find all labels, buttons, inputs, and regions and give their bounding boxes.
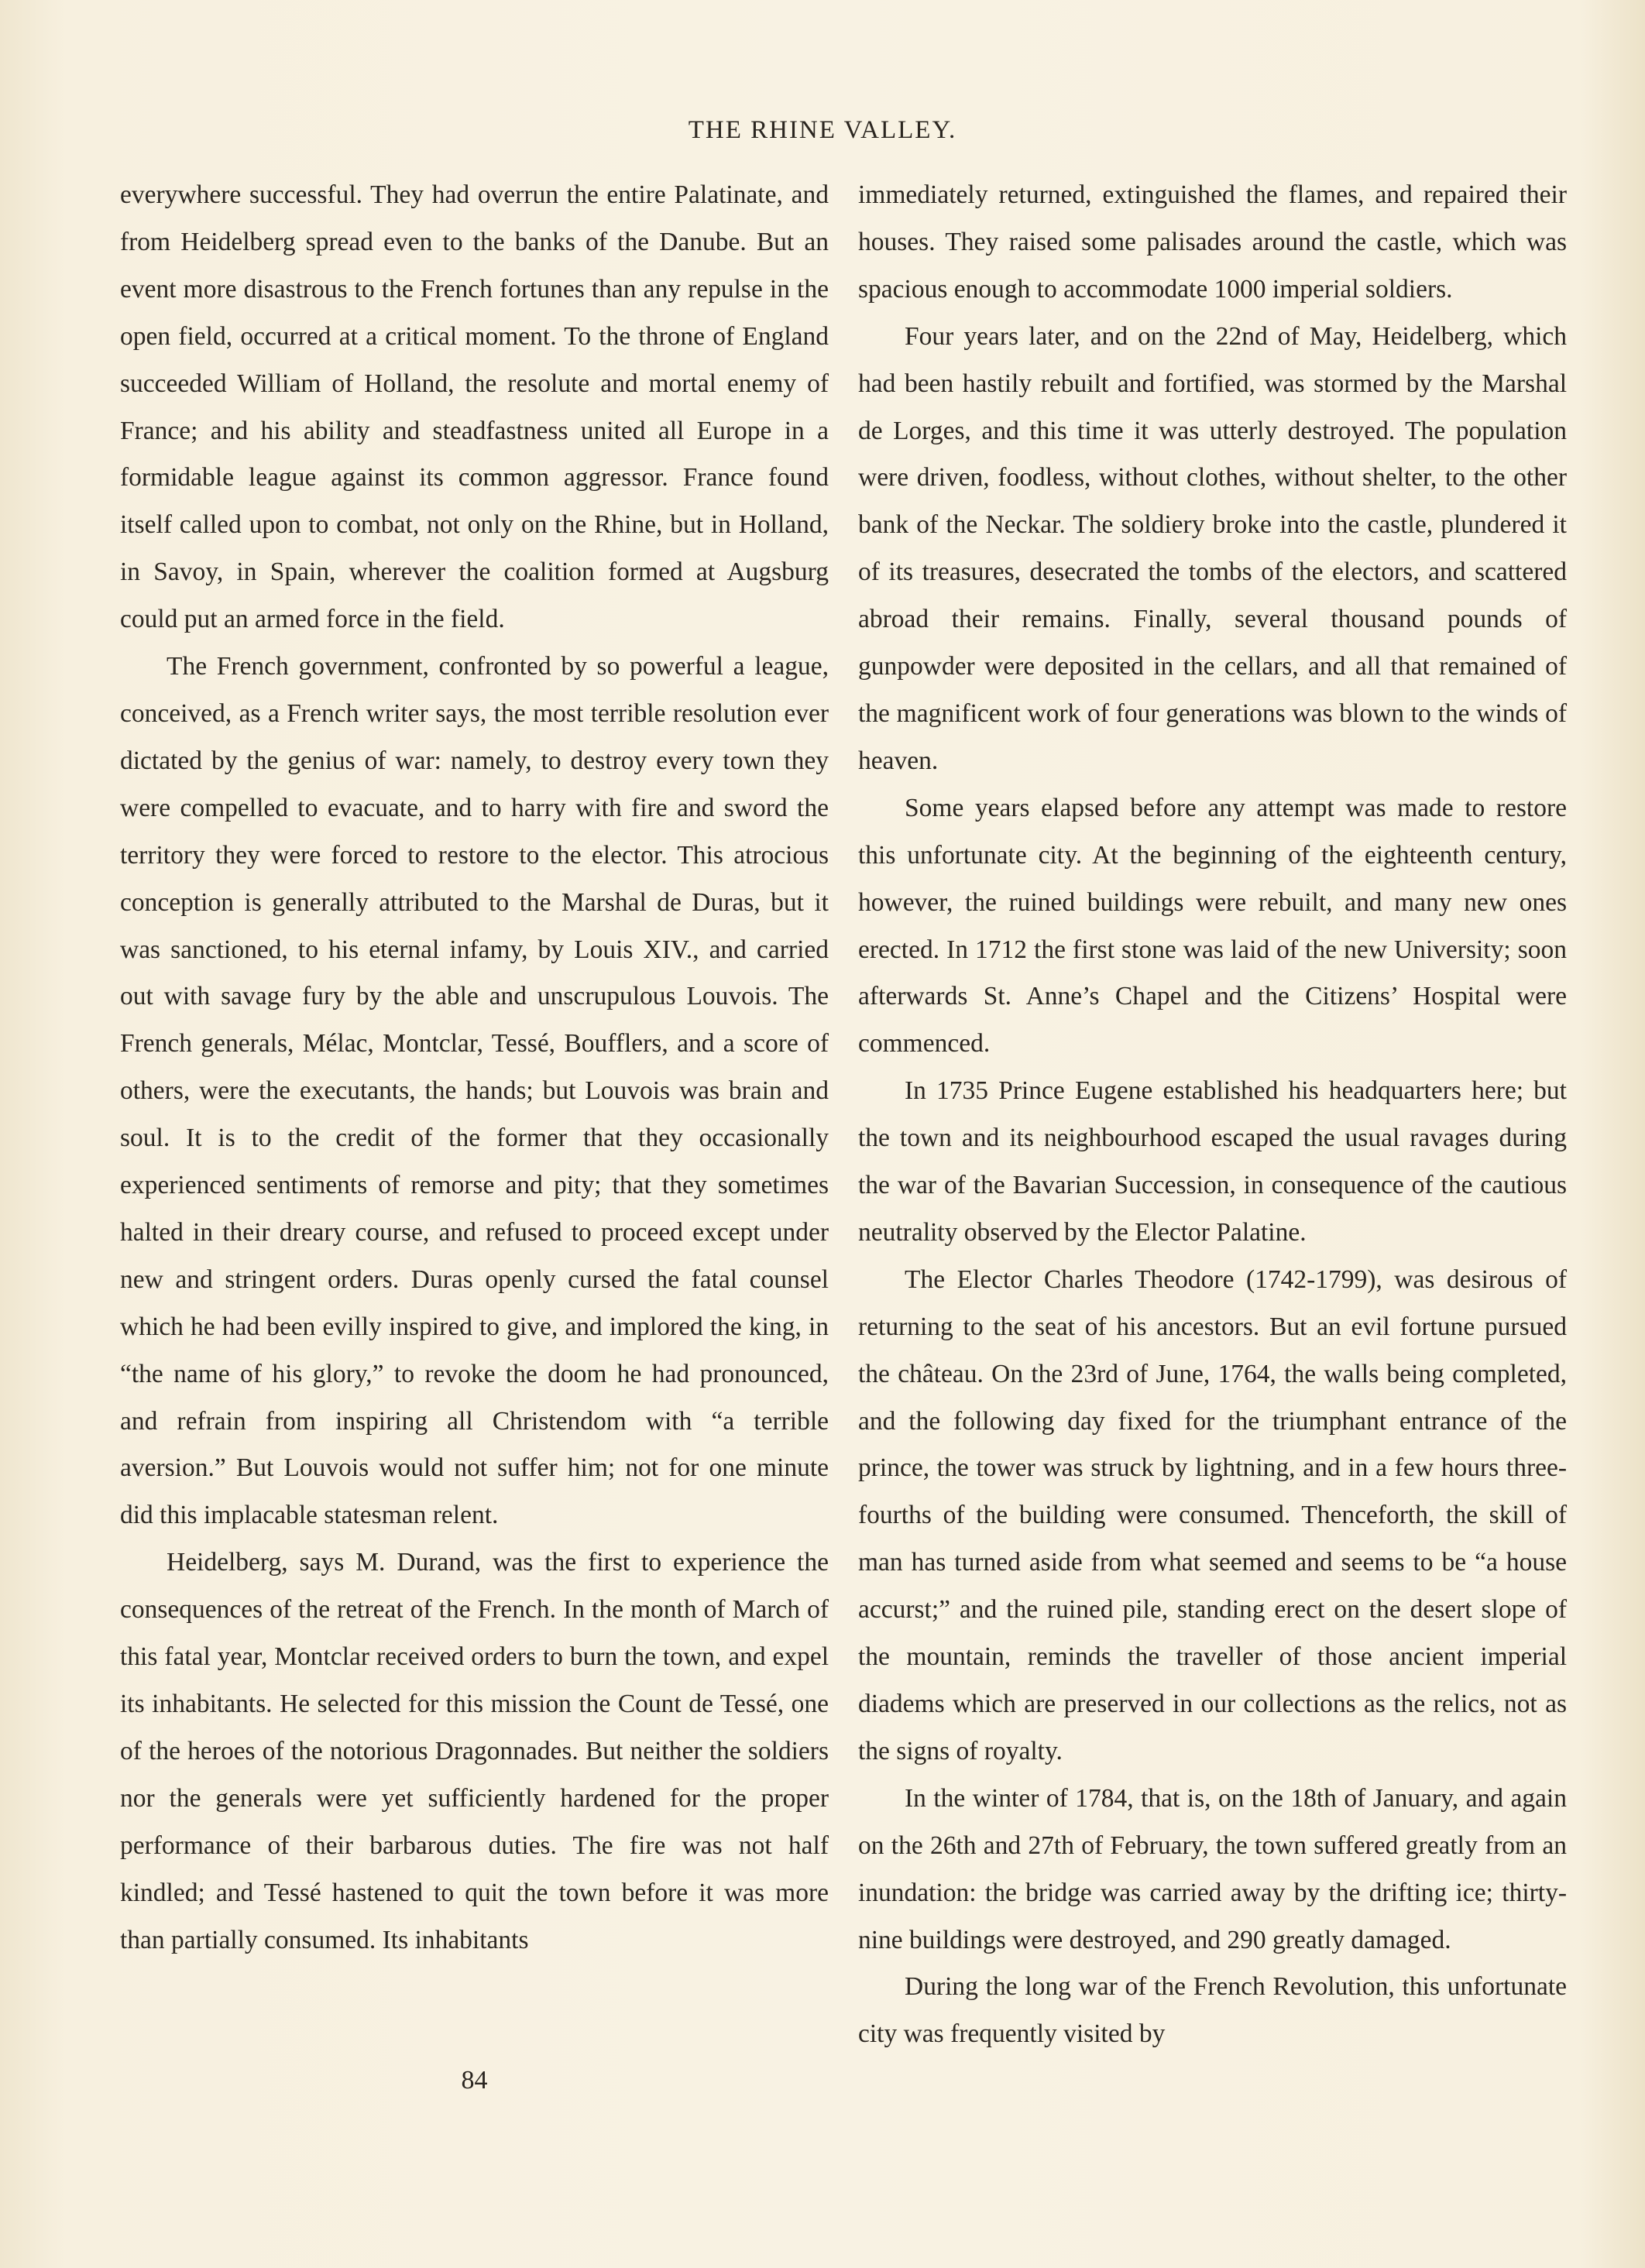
paragraph: In the winter of 1784, that is, on the 18th of January, and again on the 26th and 27th of February, the town suffered greatly from an inundation: the bridge was carried away by the drifting ice; thirty-nine buildings were destroyed, and 290 greatly damaged. (858, 1783, 1567, 1954)
paragraph: everywhere successful. They had overrun the entire Palatinate, and from Heidelberg spread even to the banks of the Danube. But an event more disastrous to the French fortunes than any repulse in the open field, occurred at a critical moment. To the throne of England succeeded William of Holland, the resolute and mortal enemy of France; and his ability and steadfastness united all Europe in a formidable league against its common aggressor. France found itself called upon to combat, not only on the Rhine, but in Holland, in Savoy, in Spain, wherever the coalition formed at Augsburg could put an armed force in the field. (120, 180, 829, 634)
paragraph: immediately returned, extinguished the flames, and repaired their houses. They raised some palisades around the castle, which was spacious enough to accommodate 1000 imperial soldiers. (858, 180, 1567, 304)
paragraph: The French government, confronted by so powerful a league, conceived, as a French writer says, the most terrible resolution ever dictated by the genius of war: namely, to destroy every town they were compelled to evacuate, and to harry with fire and sword the territory they were forced to restore to the elector. This atrocious conception is generally attributed to the Marshal de Duras, but it was sanctioned, to his eternal infamy, by Louis XIV., and carried out with savage fury by the able and unscrupulous Louvois. The French generals, Mélac, Montclar, Tessé, Boufflers, and a score of others, were the executants, the hands; but Louvois was brain and soul. It is to the credit of the former that they occasionally experienced sentiments of remorse and pity; that they sometimes halted in their dreary course, and refused to proceed except under new and stringent orders. Duras openly cursed the fatal counsel which he had been evilly inspired to give, and implored the king, in “the name of his glory,” to revoke the doom he had pronounced, and refrain from inspiring all Christendom with “a terrible aversion.” But Louvois would not suffer him; not for one minute did this implacable statesman relent. (120, 652, 829, 1530)
paragraph: During the long war of the French Revolution, this unfortunate city was frequently visited by (858, 1972, 1567, 2049)
running-header: THE RHINE VALLEY. (688, 116, 957, 144)
right-column (858, 172, 1567, 2058)
left-column (120, 172, 829, 1964)
paragraph: The Elector Charles Theodore (1742-1799), was desirous of returning to the seat of his ancestors. But an evil fortune pursued the château. On the 23rd of June, 1764, the walls being completed, and the following day fixed for the triumphant entrance of the prince, the tower was struck by lightning, and in a few hours three-fourths of the building were consumed. Thenceforth, the skill of man has turned aside from what seemed and seems to be “a house accurst;” and the ruined pile, standing erect on the desert slope of the mountain, reminds the traveller of those ancient imperial diadems which are preserved in our collections as the relics, not as the signs of royalty. (858, 1264, 1567, 1765)
page-number: 84 (461, 2066, 488, 2095)
paragraph: Four years later, and on the 22nd of May, Heidelberg, which had been hastily rebuilt and fortified, was stormed by the Marshal de Lorges, and this time it was utterly destroyed. The population were driven, foodless, without clothes, without shelter, to the other bank of the Neckar. The soldiery broke into the castle, plundered it of its treasures, desecrated the tombs of the electors, and scattered abroad their remains. Finally, several thousand pounds of gunpowder were deposited in the cellars, and all that remained of the magnificent work of four generations was blown to the winds of heaven. (858, 321, 1567, 775)
paragraph: In 1735 Prince Eugene established his headquarters here; but the town and its neighbourhood escaped the usual ravages during the war of the Bavarian Succession, in consequence of the cautious neutrality observed by the Elector Palatine. (858, 1076, 1567, 1247)
paragraph: Heidelberg, says M. Durand, was the first to experience the consequences of the retreat of the French. In the month of March of this fatal year, Montclar received orders to burn the town, and expel its inhabitants. He selected for this mission the Count de Tessé, one of the heroes of the notorious Dragonnades. But neither the soldiers nor the generals were yet sufficiently hardened for the proper performance of their barbarous duties. The fire was not half kindled; and Tessé hastened to quit the town before it was more than partially consumed. Its inhabitants (120, 1548, 829, 1954)
paragraph: Some years elapsed before any attempt was made to restore this unfortunate city. At the beginning of the eighteenth century, however, the ruined buildings were rebuilt, and many new ones erected. In 1712 the first stone was laid of the new University; soon afterwards St. Anne’s Chapel and the Citizens’ Hospital were commenced. (858, 793, 1567, 1059)
